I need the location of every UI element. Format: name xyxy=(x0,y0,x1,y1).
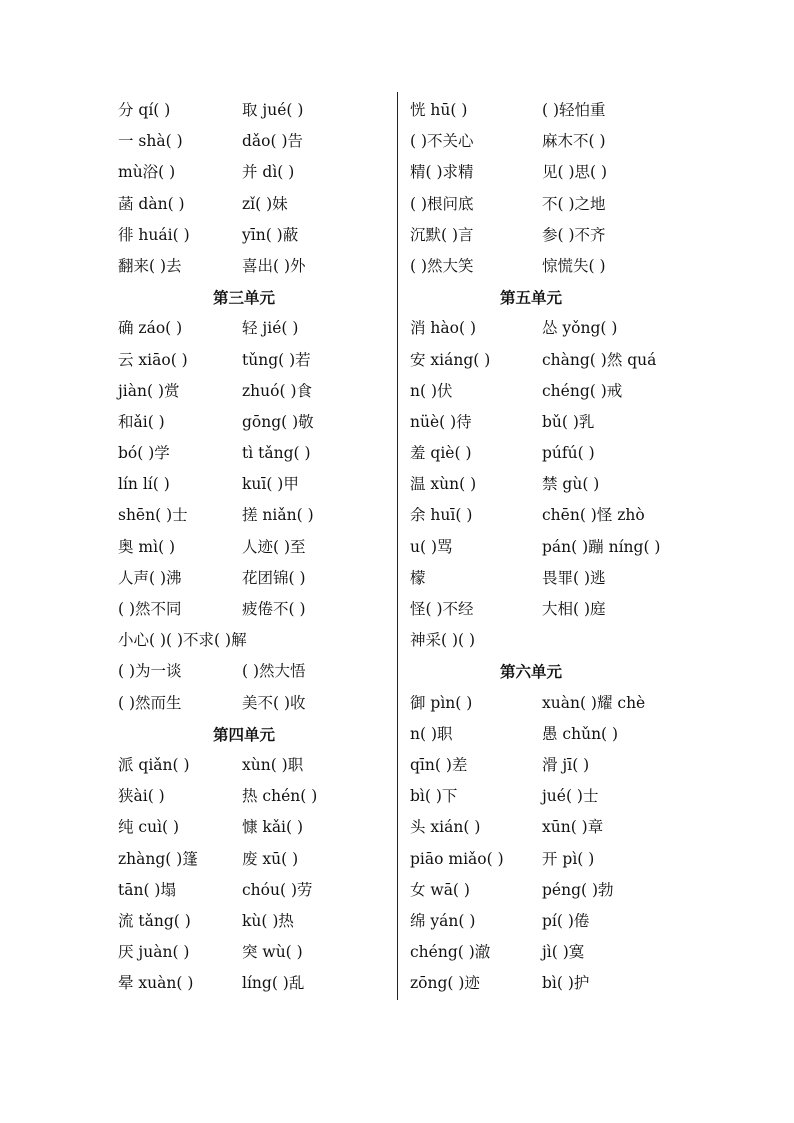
exercise-row xyxy=(118,688,386,719)
exercise-item: 小心( )( )不求( )解 xyxy=(118,631,247,650)
exercise-item: tān( )塌 xyxy=(118,880,176,899)
exercise-item: bǔ( )乳 xyxy=(542,412,595,431)
exercise-row xyxy=(410,500,682,531)
exercise-item: 畏罪( )逃 xyxy=(542,568,606,587)
exercise-item: 突 wù( ) xyxy=(242,943,303,962)
exercise-item: xùn( )职 xyxy=(242,755,304,774)
exercise-row xyxy=(410,594,682,625)
exercise-item: 热 chén( ) xyxy=(242,787,318,806)
exercise-item: chéng( )戒 xyxy=(542,381,623,400)
exercise-item: zhàng( )篷 xyxy=(118,849,198,868)
exercise-item: ( )为一谈 xyxy=(118,662,182,681)
exercise-item: 轻 jié( ) xyxy=(242,319,299,338)
exercise-row xyxy=(410,469,682,500)
exercise-row xyxy=(118,438,386,469)
exercise-row xyxy=(410,719,682,750)
exercise-item: dǎo( )告 xyxy=(242,132,304,151)
exercise-row xyxy=(410,625,682,656)
exercise-item: 搓 niǎn( ) xyxy=(242,506,314,525)
exercise-row xyxy=(118,844,386,875)
exercise-item: péng( )勃 xyxy=(542,880,614,899)
exercise-item: kuī( )甲 xyxy=(242,475,299,494)
exercise-item: 见( )思( ) xyxy=(542,163,608,182)
exercise-row xyxy=(118,625,386,656)
exercise-item: ( )然而生 xyxy=(118,693,182,712)
column-divider xyxy=(397,92,398,1000)
exercise-item: 余 huī( ) xyxy=(410,506,473,525)
exercise-item: 怂 yǒng( ) xyxy=(542,319,618,338)
exercise-item: nüè( )待 xyxy=(410,412,472,431)
exercise-item: 怪( )不经 xyxy=(410,600,474,618)
exercise-row xyxy=(118,563,386,594)
exercise-item: chēn( )怪 zhò xyxy=(542,506,645,525)
exercise-item: chéng( )澈 xyxy=(410,943,491,962)
exercise-row xyxy=(410,563,682,594)
exercise-row xyxy=(118,313,386,344)
exercise-item: tì tǎng( ) xyxy=(242,444,311,463)
exercise-item: 一 shà( ) xyxy=(118,132,183,151)
exercise-item: 御 pìn( ) xyxy=(410,693,473,712)
exercise-row xyxy=(118,376,386,407)
exercise-item: piāo miǎo( ) xyxy=(410,849,504,868)
exercise-item: tǔng( )若 xyxy=(242,350,311,369)
exercise-row xyxy=(410,189,682,220)
exercise-row xyxy=(410,220,682,251)
exercise-row xyxy=(118,968,386,999)
exercise-item: líng( )乱 xyxy=(242,974,305,993)
exercise-row xyxy=(410,750,682,781)
exercise-row xyxy=(118,906,386,937)
exercise-item: 徘 huái( ) xyxy=(118,225,190,244)
exercise-row xyxy=(118,157,386,188)
exercise-row xyxy=(118,875,386,906)
exercise-row xyxy=(410,407,682,438)
exercise-item: qīn( )差 xyxy=(410,755,468,774)
exercise-item: shēn( )士 xyxy=(118,506,188,525)
exercise-item: 沉默( )言 xyxy=(410,225,474,244)
exercise-item: 喜出( )外 xyxy=(242,256,306,275)
exercise-row xyxy=(118,189,386,220)
exercise-row xyxy=(410,812,682,843)
exercise-item: mù浴( ) xyxy=(118,163,176,182)
exercise-row xyxy=(118,532,386,563)
exercise-row xyxy=(118,656,386,687)
exercise-row xyxy=(410,532,682,563)
exercise-item: 厌 juàn( ) xyxy=(118,943,190,962)
exercise-item: 分 qí( ) xyxy=(118,101,171,119)
exercise-item: 安 xiáng( ) xyxy=(410,350,491,369)
exercise-item: 麻木不( ) xyxy=(542,132,606,151)
exercise-row xyxy=(118,95,386,126)
exercise-row xyxy=(410,376,682,407)
exercise-item: 晕 xuàn( ) xyxy=(118,974,194,993)
exercise-item: 慷 kǎi( ) xyxy=(242,818,304,837)
exercise-row xyxy=(118,750,386,781)
exercise-row xyxy=(118,500,386,531)
exercise-item: pán( )蹦 níng( ) xyxy=(542,537,661,556)
exercise-item: 惊慌失( ) xyxy=(542,256,606,275)
exercise-row xyxy=(410,688,682,719)
exercise-row xyxy=(410,844,682,875)
exercise-item: 不( )之地 xyxy=(542,194,606,213)
exercise-row xyxy=(410,781,682,812)
exercise-item: 菡 dàn( ) xyxy=(118,194,185,213)
exercise-item: 纯 cuì( ) xyxy=(118,818,180,837)
exercise-item: ( )不关心 xyxy=(410,132,474,151)
exercise-item: bó( )学 xyxy=(118,444,170,463)
exercise-item: 羞 qiè( ) xyxy=(410,444,472,463)
exercise-row xyxy=(410,313,682,344)
exercise-item: xuàn( )耀 chè xyxy=(542,693,646,712)
exercise-item: 滑 jī( ) xyxy=(542,755,590,774)
exercise-row xyxy=(410,251,682,282)
right-column xyxy=(410,95,682,999)
exercise-item: n( )职 xyxy=(410,724,453,743)
exercise-row xyxy=(410,968,682,999)
exercise-item: zǐ( )妹 xyxy=(242,194,288,213)
exercise-item: 恍 hū( ) xyxy=(410,101,468,119)
exercise-item: ( )轻怕重 xyxy=(542,101,606,119)
unit-heading: 第四单元 xyxy=(212,724,275,744)
exercise-item: jiàn( )赏 xyxy=(118,381,180,400)
exercise-item: yīn( )蔽 xyxy=(242,225,299,244)
exercise-row xyxy=(118,126,386,157)
exercise-item: 头 xián( ) xyxy=(410,818,481,837)
exercise-row xyxy=(410,875,682,906)
exercise-item: 温 xùn( ) xyxy=(410,475,477,494)
exercise-item: jì( )寞 xyxy=(542,943,585,962)
exercise-item: 疲倦不( ) xyxy=(242,600,306,618)
exercise-item: 女 wā( ) xyxy=(410,880,470,899)
exercise-item: n( )伏 xyxy=(410,381,453,400)
exercise-row xyxy=(118,407,386,438)
exercise-item: jué( )士 xyxy=(542,787,599,806)
exercise-item: 和ǎi( ) xyxy=(118,412,165,431)
exercise-item: pí( )倦 xyxy=(542,911,590,930)
exercise-item: 美不( )收 xyxy=(242,693,306,712)
exercise-row xyxy=(410,157,682,188)
exercise-item: 确 záo( ) xyxy=(118,319,183,338)
exercise-row xyxy=(410,126,682,157)
exercise-item: 取 jué( ) xyxy=(242,101,304,119)
exercise-item: ( )根问底 xyxy=(410,194,474,213)
exercise-item: u( )骂 xyxy=(410,537,453,556)
exercise-row xyxy=(410,906,682,937)
exercise-item: 禁 gù( ) xyxy=(542,475,600,494)
exercise-row xyxy=(410,438,682,469)
exercise-item: 开 pì( ) xyxy=(542,849,595,868)
exercise-row xyxy=(410,95,682,126)
exercise-item: bì( )护 xyxy=(542,974,590,993)
exercise-item: gōng( )敬 xyxy=(242,412,314,431)
exercise-row xyxy=(410,345,682,376)
exercise-row xyxy=(410,937,682,968)
exercise-row xyxy=(118,937,386,968)
exercise-item: 檬 xyxy=(410,568,426,587)
exercise-item: bì( )下 xyxy=(410,787,458,806)
exercise-row xyxy=(118,345,386,376)
exercise-item: 绵 yán( ) xyxy=(410,911,476,930)
exercise-item: ( )然不同 xyxy=(118,600,182,618)
exercise-item: 派 qiǎn( ) xyxy=(118,755,190,774)
exercise-item: 流 tǎng( ) xyxy=(118,911,191,930)
unit-heading: 第五单元 xyxy=(499,288,562,308)
unit-heading: 第三单元 xyxy=(212,288,275,308)
exercise-item: 参( )不齐 xyxy=(542,225,606,244)
unit-heading: 第六单元 xyxy=(499,662,562,682)
exercise-item: chóu( )劳 xyxy=(242,880,313,899)
exercise-item: 大相( )庭 xyxy=(542,600,606,618)
exercise-item: 愚 chǔn( ) xyxy=(542,724,619,743)
exercise-item: lín lí( ) xyxy=(118,475,170,494)
exercise-row xyxy=(118,812,386,843)
exercise-item: 狭ài( ) xyxy=(118,787,165,806)
exercise-item: 精( )求精 xyxy=(410,163,474,182)
exercise-row xyxy=(118,220,386,251)
exercise-item: zhuó( )食 xyxy=(242,381,312,400)
exercise-item: ( )然大笑 xyxy=(410,256,474,275)
exercise-item: 废 xū( ) xyxy=(242,849,299,868)
exercise-item: ( )然大悟 xyxy=(242,662,306,681)
exercise-item: 人迹( )至 xyxy=(242,537,306,556)
exercise-item: púfú( ) xyxy=(542,444,595,463)
exercise-item: 并 dì( ) xyxy=(242,163,295,182)
exercise-row xyxy=(118,781,386,812)
exercise-row xyxy=(118,251,386,282)
exercise-item: 花团锦( ) xyxy=(242,568,306,587)
exercise-item: 神采( )( ) xyxy=(410,631,476,650)
exercise-item: kù( )热 xyxy=(242,911,294,930)
exercise-item: 翻来( )去 xyxy=(118,256,182,275)
exercise-row xyxy=(118,594,386,625)
exercise-item: 消 hào( ) xyxy=(410,319,477,338)
exercise-item: 奥 mì( ) xyxy=(118,537,176,556)
left-column xyxy=(118,95,386,999)
exercise-item: chàng( )然 quá xyxy=(542,350,657,369)
exercise-item: 人声( )沸 xyxy=(118,568,182,587)
exercise-item: 云 xiāo( ) xyxy=(118,350,188,369)
exercise-item: xūn( )章 xyxy=(542,818,604,837)
exercise-row xyxy=(118,469,386,500)
exercise-item: zōng( )迹 xyxy=(410,974,480,993)
